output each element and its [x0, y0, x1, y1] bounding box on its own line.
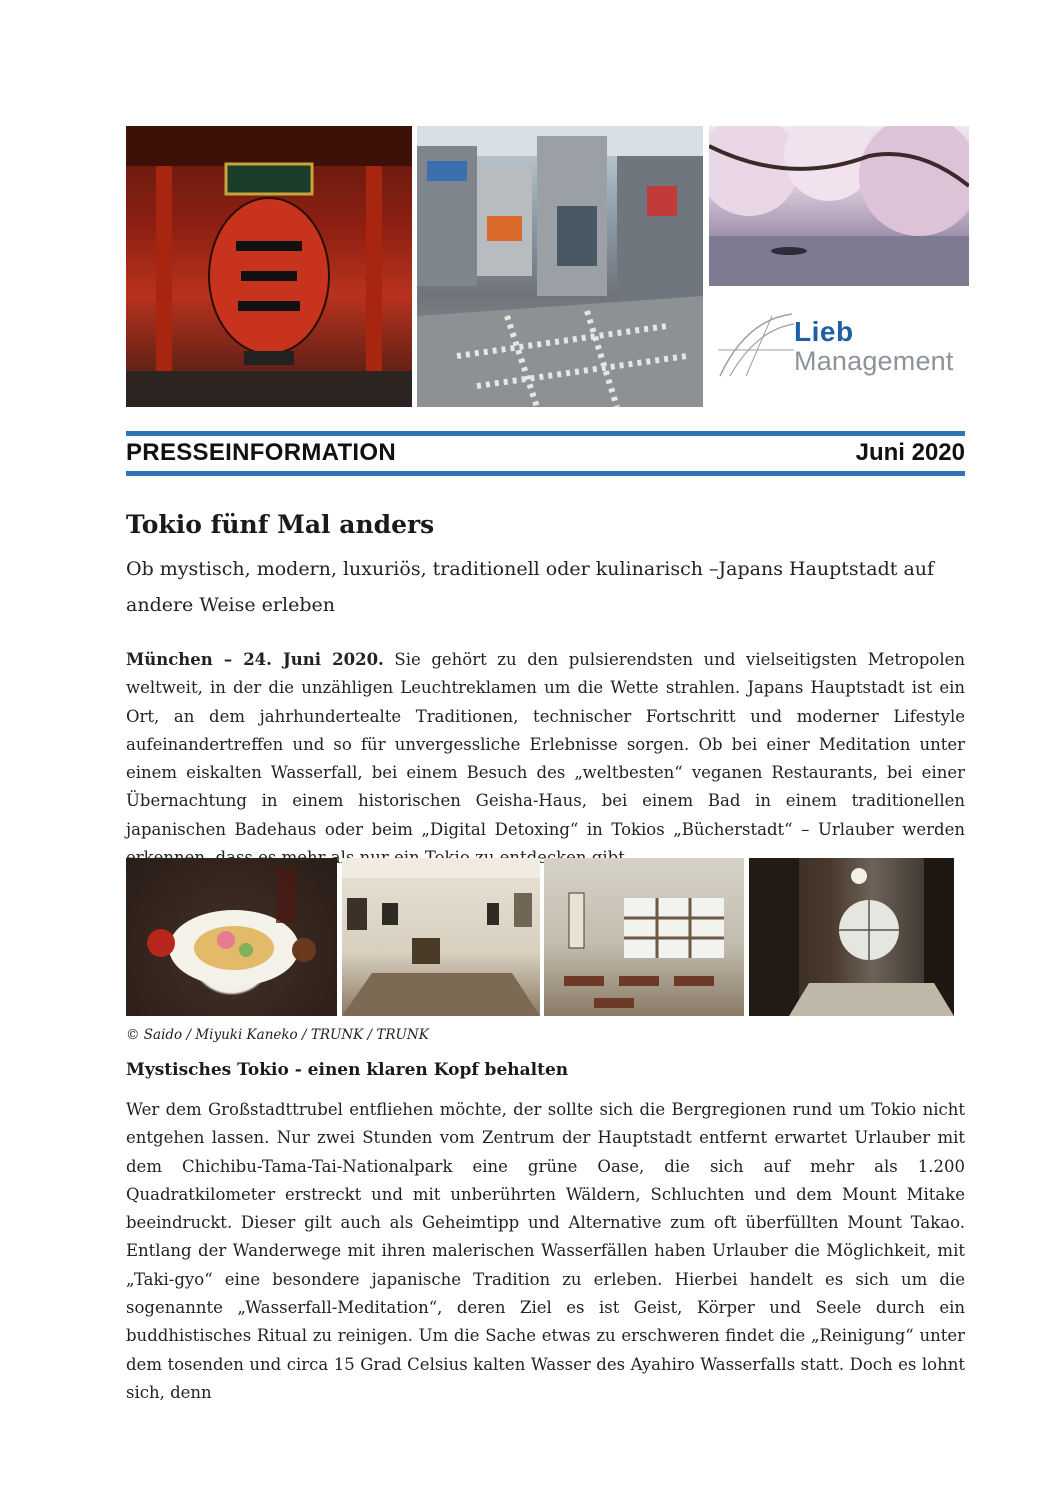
- article-title: Tokio fünf Mal anders: [126, 510, 435, 539]
- geisha-house-photo: [749, 858, 954, 1016]
- article-subtitle: Ob mystisch, modern, luxuriös, traditionell oder kulinarisch –Japans Hauptstadt auf andere Weise erleben: [126, 558, 935, 616]
- press-top-rule: [126, 431, 965, 436]
- vegan-dish-photo: [126, 858, 337, 1016]
- shibuya-crossing-photo: [417, 126, 703, 407]
- press-bottom-rule: [126, 471, 965, 476]
- section-heading: Mystisches Tokio - einen klaren Kopf behalten: [126, 1060, 569, 1080]
- intro-lead: München – 24. Juni 2020.: [126, 650, 384, 669]
- photo-credit: © Saido / Miyuki Kaneko / TRUNK / TRUNK: [126, 1027, 429, 1043]
- tatami-room-photo: [544, 858, 744, 1016]
- intro-paragraph: [126, 646, 965, 872]
- cherry-blossom-photo: [709, 126, 969, 286]
- logo-wordmark-lieb: Lieb: [794, 316, 854, 347]
- press-label: PRESSEINFORMATION: [126, 439, 397, 466]
- lieb-management-logo: [716, 310, 966, 380]
- intro-text: Sie gehört zu den pulsierendsten und vielseitigsten Metropolen weltweit, in der die unzähligen Leuchtreklamen um die Wette strahlen. Japans Hauptstadt ist ein Ort, an dem jahrhundertealte Traditionen, technischer Fortschritt und moderner Lifestyle aufeinandertreffen und so für unvergessliche Erlebnisse sorgen. Ob bei einer Meditation unter einem eiskalten Wasserfall, bei einem Besuch des „weltbesten“ veganen Restaurants, bei einer Übernachtung in einem historischen Geisha-Haus, bei einem Bad in einem traditionellen japanischen Badehaus oder beim „Digital Detoxing“ in Tokios „Bücherstadt“ – Urlauber werden: [126, 650, 965, 839]
- section-paragraph: Wer dem Großstadttrubel entfliehen möchte, der sollte sich die Bergregionen rund um Tokio nicht entgehen lassen. Nur zwei Stunden vom Zentrum der Hauptstadt entfernt erwartet Urlauber mit dem Chichibu-Tama-Tai-Nationalpark eine grüne Oase, die sich auf mehr als 1.200 Quadratkilometer erstreckt und mit unberührten Wäldern, Schluchten und dem Mount Mitake beeindruckt. Dieser gilt auch als Geheimtipp und Alternative zum oft überfüllten Mount Takao. Entlang der Wanderwege mit ihren malerischen Wasserfällen haben Urlauber die Möglichkeit, mit „Taki-gyo“ eine besondere japanische Tradition zu erleben. Hierbei handelt es sich um die sogenannte „Wasserfall-Meditation“, deren Ziel es ist Geist, Körper und Seele durch ein buddhistisches Ritual zu reinigen. Um die Sache etwas zu erschweren findet die „Reinigung“ unter dem tosenden und circa 15 Grad Celsius kalten Wasser des Ayahiro Wasserfalls statt. Doch es lohnt sich, denn: [126, 1100, 965, 1402]
- press-date: Juni 2020: [855, 439, 965, 466]
- gallery-room-photo: [342, 858, 540, 1016]
- asakusa-gate-photo: [126, 126, 412, 407]
- globe-logo-icon: [716, 310, 796, 380]
- logo-wordmark-management: Management: [794, 346, 954, 376]
